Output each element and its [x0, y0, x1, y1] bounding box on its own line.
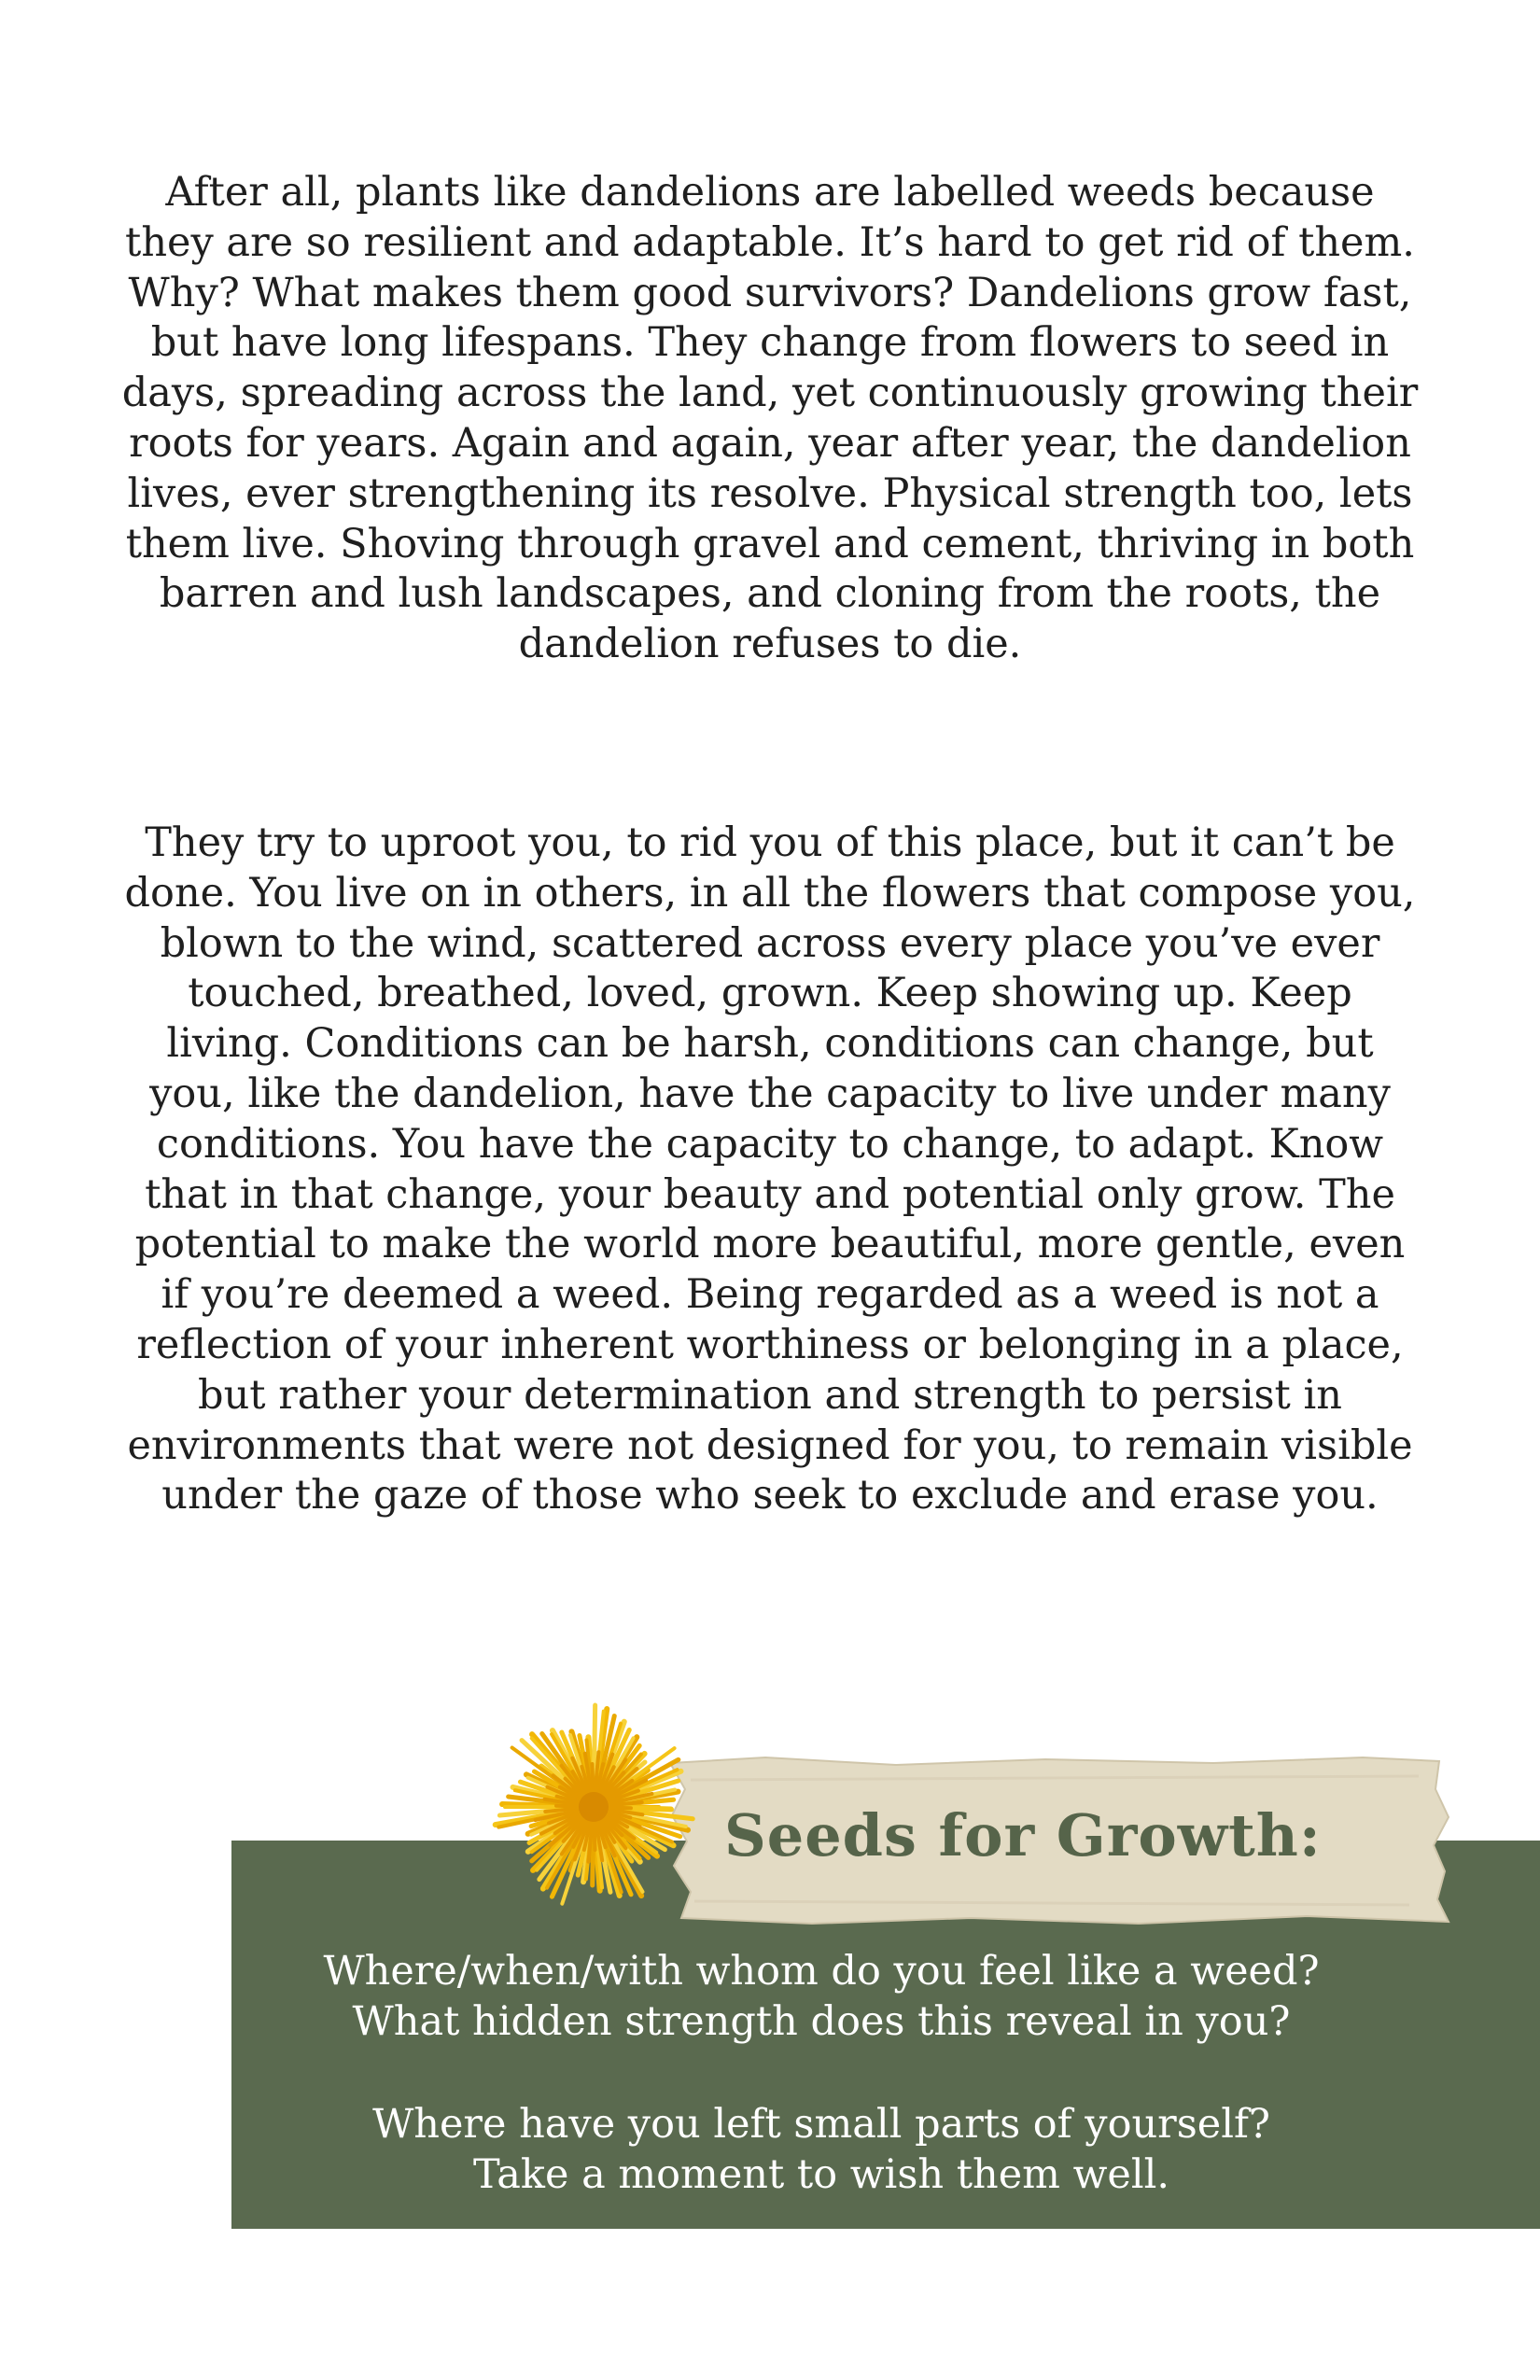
dandelion-flower-icon — [487, 1701, 700, 1913]
body-paragraph-1: After all, plants like dandelions are labelled weeds because they are so resilient and adaptable. It’s hard to get rid of them. Why? What makes them good survivors? Dandelions grow fast, but have long lifespans. They change from flowers to seed in days, spreading across the land, yet continuously growing their roots for years. Again and again, year after year, the dandelion lives, ever strengthening its resolve. Physical strength too, lets them live. Shoving through gravel and cement, thriving in both barren and lush landscapes, and cloning from the roots, the dandelion refuses to die. — [121, 169, 1419, 668]
seeds-for-growth-heading: Seeds for Growth: — [724, 1801, 1322, 1869]
prompt-2-line-2: Take a moment to wish them well. — [472, 2151, 1170, 2198]
prompt-1-line-2: What hidden strength does this reveal in you? — [352, 1998, 1291, 2045]
reflection-prompts — [243, 1946, 1400, 2200]
prompt-1-line-1: Where/when/with whom do you feel like a weed? — [323, 1948, 1320, 1995]
body-paragraph-2: They try to uproot you, to rid you of this place, but it can’t be done. You live on in others, in all the flowers that compose you, blown to the wind, scattered across every place you’ve ever touched, breathed, loved, grown. Keep showing up. Keep living. Conditions can be harsh, conditions can change, but you, like the dandelion, have the capacity to live under many conditions. You have the capacity to change, to adapt. Know that in that change, your beauty and potential only grow. The potential to make the world more beautiful, more gentle, even if you’re deemed a weed. Being regarded as a weed is not a reflection of your inherent worthiness or belonging in a place, but rather your determination and strength to persist in environments that were not designed for you, to remain visible under the gaze of those who seek to exclude and erase you. — [124, 819, 1416, 1519]
prompt-2-line-1: Where have you left small parts of yourself? — [372, 2101, 1270, 2148]
